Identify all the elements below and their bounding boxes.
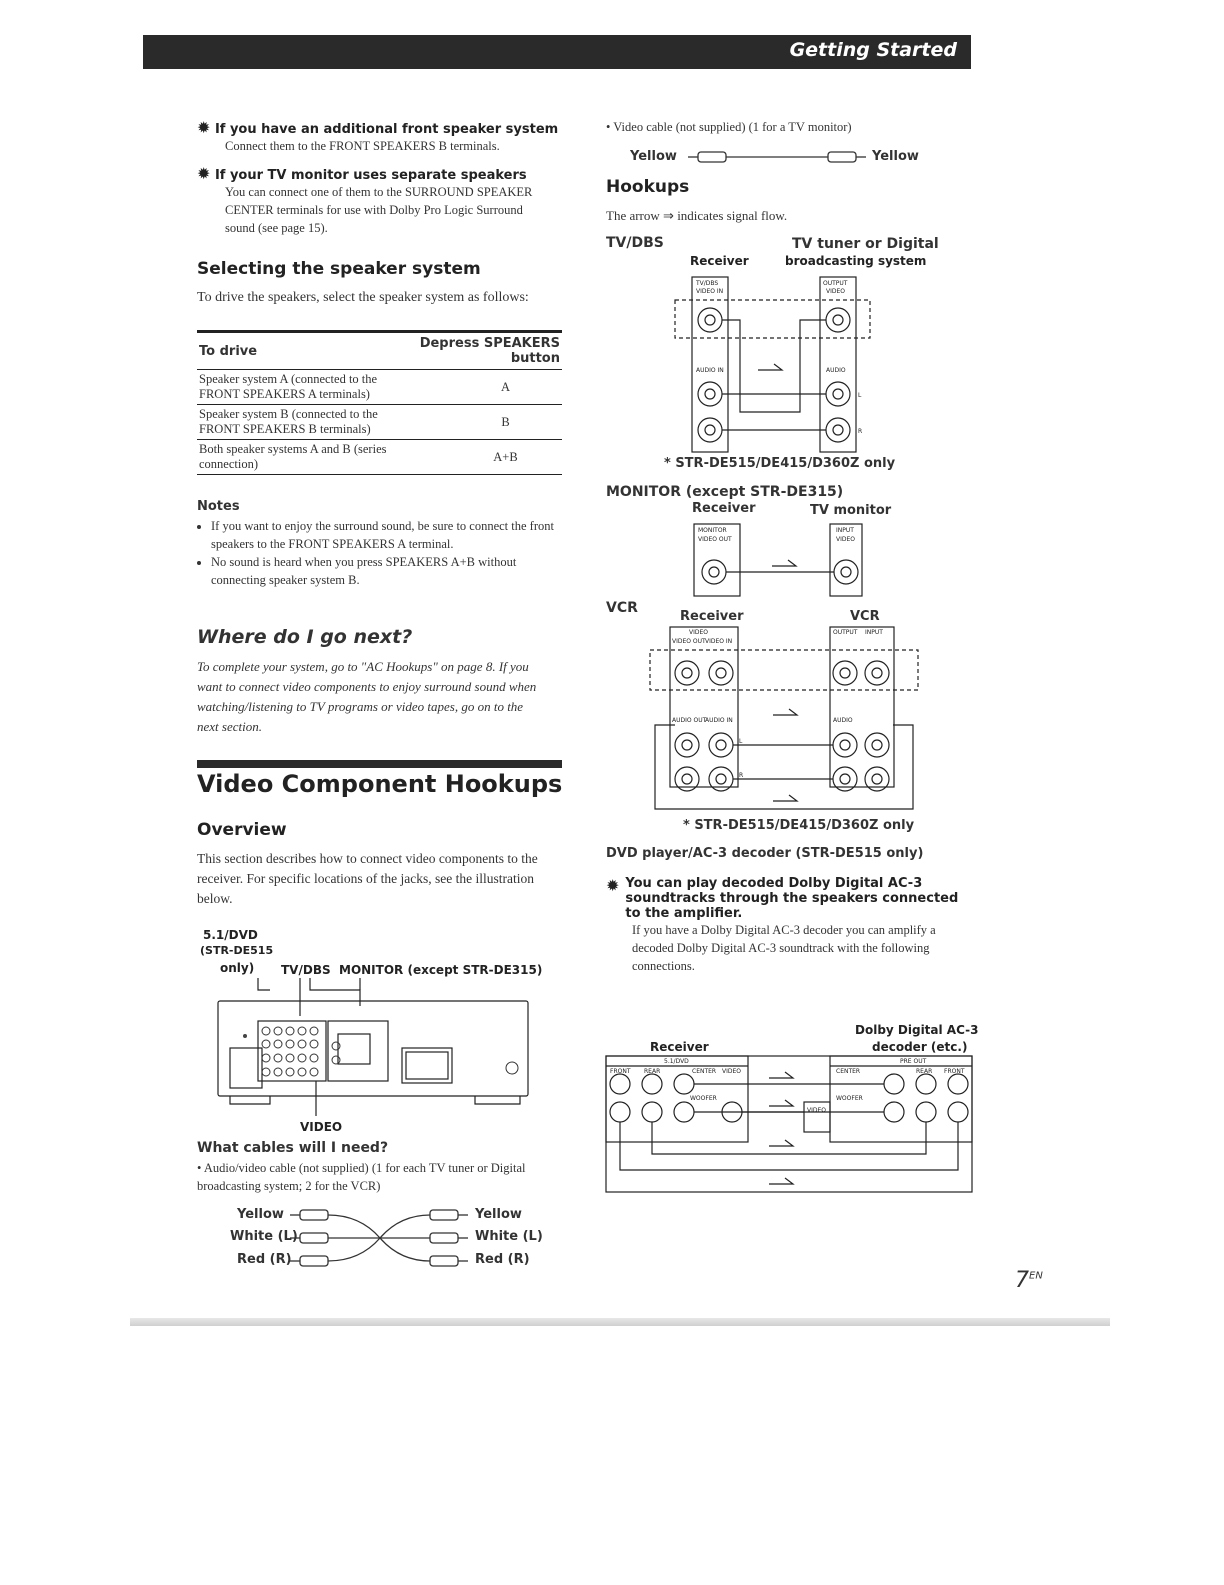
- dvd-tip-head: You can play decoded Dolby Digital AC-3 soundtracks through the speakers connected to the amplifier.: [625, 876, 959, 921]
- monitor-title: MONITOR (except STR-DE315): [606, 484, 844, 500]
- table-cell: A+B: [391, 440, 562, 475]
- jack-label: R: [858, 428, 863, 435]
- video-cable-icon: [688, 148, 868, 166]
- arrow-note-before: The arrow: [606, 208, 660, 223]
- label-video: VIDEO: [300, 1120, 343, 1134]
- jack-label: AUDIO: [833, 717, 853, 724]
- vcr-other-label: VCR: [850, 609, 880, 624]
- cables-body: • Audio/video cable (not supplied) (1 for each TV tuner or Digital broadcasting system; 2 for the VCR): [197, 1161, 526, 1193]
- selecting-intro: To drive the speakers, select the speaker system as follows:: [197, 290, 529, 305]
- table-row: [197, 440, 562, 475]
- jack-label: WOOFER: [836, 1095, 863, 1102]
- page-number: [1015, 1268, 1043, 1293]
- cable-label-left: Yellow: [237, 1207, 284, 1222]
- header-bar: [143, 35, 971, 69]
- jack-label: AUDIO: [826, 367, 846, 374]
- note-item: • No sound is heard when you press SPEAKERS A+B without connecting speaker system B.: [211, 553, 556, 589]
- jack-label: R: [739, 772, 744, 779]
- video-cable-label-left: Yellow: [630, 149, 677, 164]
- jack-label: L: [739, 738, 743, 745]
- dvd-title: DVD player/AC-3 decoder (STR-DE515 only): [606, 846, 924, 861]
- jack-label: VIDEO OUT: [672, 638, 706, 645]
- dvd-other-label2: decoder (etc.): [872, 1040, 968, 1054]
- jack-label: AUDIO OUT: [672, 717, 707, 724]
- tvdbs-receiver-label: Receiver: [690, 254, 749, 268]
- dvd-other-label: Dolby Digital AC-3: [855, 1023, 979, 1037]
- jack-label: INPUT: [865, 629, 883, 636]
- tvdbs-footnote: * STR-DE515/DE415/D360Z only: [664, 456, 896, 471]
- jack-label: AUDIO IN: [705, 717, 733, 724]
- section-rule: [197, 760, 562, 768]
- jack-label: FRONT: [610, 1068, 631, 1075]
- label-tvdbs: TV/DBS: [281, 963, 331, 977]
- vcr-title: VCR: [606, 600, 638, 616]
- signal-arrow-icon: ⇒: [663, 208, 674, 223]
- where-title: Where do I go next?: [197, 626, 413, 648]
- cable-label-right: Red (R): [475, 1252, 530, 1267]
- table-row: [197, 370, 562, 405]
- label-dvd: 5.1/DVD: [203, 928, 258, 942]
- tvdbs-other-label: TV tuner or Digital: [792, 236, 939, 252]
- where-body: To complete your system, go to "AC Hookups" on page 8. If you want to connect video components to enjoy surround sound when watching/listening to TV programs or video tapes, go on to the next section.: [197, 659, 537, 734]
- jack-label: WOOFER: [690, 1095, 717, 1102]
- page-number-value: 7: [1015, 1268, 1029, 1293]
- jack-label: OUTPUT: [833, 629, 858, 636]
- monitor-receiver-label: Receiver: [692, 501, 756, 516]
- table-row: [197, 405, 562, 440]
- dvd-diagram: [604, 1054, 974, 1196]
- monitor-other-label: TV monitor: [810, 503, 892, 518]
- jack-label: 5.1/DVD: [664, 1058, 689, 1065]
- monitor-diagram: [690, 520, 870, 600]
- jack-label: VIDEO: [836, 536, 856, 543]
- jack-label: VIDEO IN: [696, 288, 724, 295]
- table-header: Depress SPEAKERS button: [391, 332, 562, 370]
- table-cell: Both speaker systems A and B (series connection): [197, 440, 391, 475]
- video-cable-text: • Video cable (not supplied) (1 for a TV monitor): [606, 120, 852, 134]
- vcr-diagram: [645, 625, 925, 813]
- cables-text: Audio/video cable (not supplied) (1 for each TV tuner or Digital broadcasting system; 2 for the VCR): [197, 1161, 526, 1193]
- jack-label: REAR: [644, 1068, 661, 1075]
- jack-label: CENTER: [692, 1068, 717, 1075]
- label-dvd-model: (STR-DE515: [200, 944, 274, 957]
- bottom-rule: [130, 1318, 1110, 1326]
- jack-label: INPUT: [836, 527, 854, 534]
- jack-label: VIDEO: [689, 629, 709, 636]
- receiver-rear-panel: [210, 976, 540, 1116]
- tip-head: If your TV monitor uses separate speakers: [214, 168, 527, 183]
- jack-label: VIDEO: [722, 1068, 742, 1075]
- jack-label: CENTER: [836, 1068, 861, 1075]
- dvd-tip-body: If you have a Dolby Digital AC-3 decoder you can amplify a decoded Dolby Digital AC-3 soundtrack with the following connections.: [632, 923, 936, 973]
- cable-label-right: White (L): [475, 1229, 543, 1244]
- tip-body: Connect them to the FRONT SPEAKERS B terminals.: [225, 139, 500, 153]
- dvd-receiver-label: Receiver: [650, 1040, 709, 1054]
- tip-body: You can connect one of them to the SURROUND SPEAKER CENTER terminals for use with Dolby Pro Logic Surround sound (see page 15).: [225, 185, 533, 235]
- table-cell: A: [391, 370, 562, 405]
- label-monitor: MONITOR (except STR-DE315): [339, 963, 543, 977]
- table-cell: Speaker system B (connected to the FRONT SPEAKERS B terminals): [197, 405, 391, 440]
- av-cable-icon: [290, 1205, 470, 1275]
- cable-label-right: Yellow: [475, 1207, 522, 1222]
- label-dvd-only: only): [220, 961, 255, 975]
- overview-title: Overview: [197, 820, 287, 840]
- video-cable-label-right: Yellow: [872, 149, 919, 164]
- jack-label: VIDEO: [826, 288, 846, 295]
- jack-label: VIDEO: [807, 1107, 827, 1114]
- cables-title: What cables will I need?: [197, 1140, 389, 1156]
- section-title: Getting Started: [789, 39, 957, 61]
- lightbulb-icon: ✹: [197, 164, 211, 183]
- cable-label-left: Red (R): [237, 1252, 292, 1267]
- tvdbs-diagram: [670, 272, 880, 457]
- hookups-title: Hookups: [606, 177, 690, 197]
- video-hookups-title: Video Component Hookups: [197, 770, 563, 798]
- jack-label: VIDEO IN: [705, 638, 733, 645]
- table-cell: Speaker system A (connected to the FRONT SPEAKERS A terminals): [197, 370, 391, 405]
- vcr-footnote: * STR-DE515/DE415/D360Z only: [683, 818, 915, 833]
- tvdbs-title: TV/DBS: [606, 235, 664, 251]
- jack-label: MONITOR: [698, 527, 727, 534]
- video-cable-desc: Video cable (not supplied) (1 for a TV monitor): [613, 120, 852, 134]
- jack-label: VIDEO OUT: [698, 536, 732, 543]
- tip-head: If you have an additional front speaker system: [214, 122, 559, 137]
- jack-label: OUTPUT: [823, 280, 848, 287]
- notes-title: Notes: [197, 499, 240, 514]
- dvd-tip: [606, 876, 976, 975]
- arrow-note: [606, 206, 787, 226]
- overview-body: This section describes how to connect video components to the receiver. For specific locations of the jacks, see the illustration below.: [197, 851, 538, 906]
- tvdbs-other-label2: broadcasting system: [785, 254, 927, 268]
- table-cell: B: [391, 405, 562, 440]
- arrow-note-after: indicates signal flow.: [677, 208, 788, 223]
- tip-tv-speakers: [197, 164, 567, 237]
- jack-label: L: [858, 392, 862, 399]
- lightbulb-icon: ✹: [197, 118, 211, 137]
- vcr-receiver-label: Receiver: [680, 609, 744, 624]
- jack-label: AUDIO IN: [696, 367, 724, 374]
- jack-label: TV/DBS: [696, 280, 719, 287]
- table-header-row: [197, 332, 562, 370]
- jack-label: PRE OUT: [900, 1058, 927, 1065]
- notes-list: [197, 517, 556, 589]
- speaker-table: [197, 330, 562, 475]
- lightbulb-icon: ✹: [606, 876, 620, 895]
- jack-label: REAR: [916, 1068, 933, 1075]
- selecting-title: Selecting the speaker system: [197, 259, 481, 279]
- note-item: • If you want to enjoy the surround sound, be sure to connect the front speakers to the FRONT SPEAKERS A terminal.: [211, 517, 556, 553]
- jack-label: FRONT: [944, 1068, 965, 1075]
- page-number-suffix: EN: [1029, 1270, 1043, 1282]
- tip-front-speaker: [197, 118, 567, 155]
- table-header: To drive: [197, 332, 391, 370]
- cable-label-left: White (L): [230, 1229, 298, 1244]
